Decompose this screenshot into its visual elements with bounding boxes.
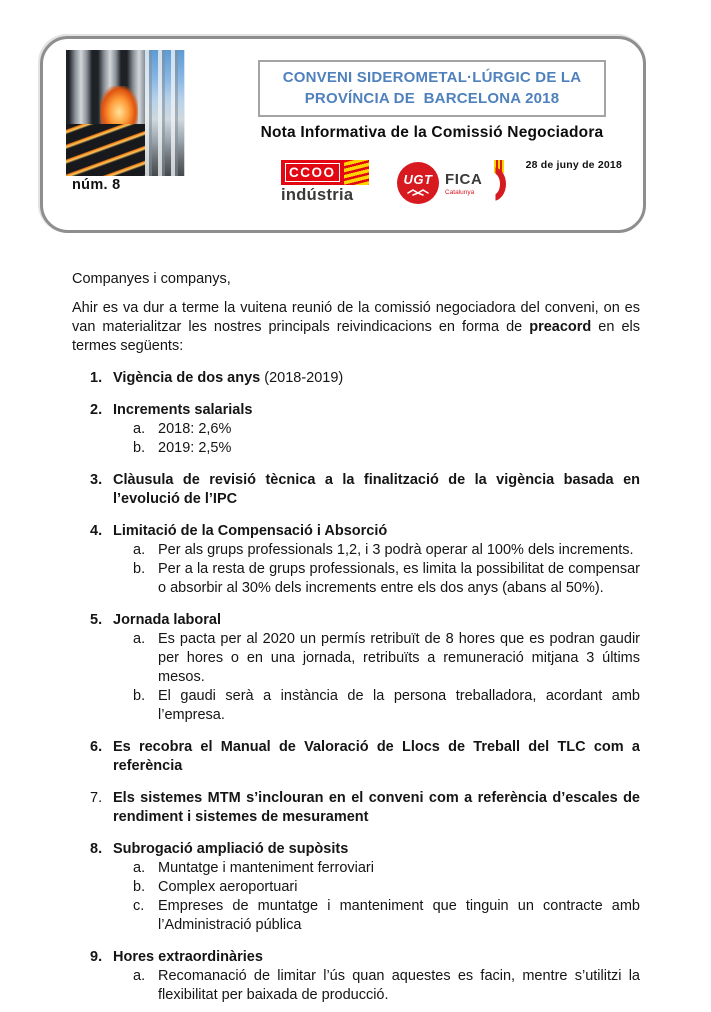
industry-photo	[66, 50, 185, 176]
fica-label-group	[445, 171, 482, 196]
sub-item: b. El gaudi serà a instància de la persona treballadora, acordant amb l’empresa.	[133, 688, 640, 723]
ccoo-logo-row	[281, 160, 371, 185]
sub-item: b. 2019: 2,5%	[133, 440, 232, 456]
sub-item: b. Per a la resta de grups professionals, es limita la possibilitat de compensar o absorbir al 30% dels increments entre els dos anys (abans al 50%).	[133, 561, 640, 596]
list-item-6: 6. Es recobra el Manual de Valoració de Llocs de Treball del TLC com a referència	[90, 739, 640, 774]
sub-item: a. Per als grups professionals 1,2, i 3 podrà operar al 100% dels increments.	[133, 542, 634, 558]
ccoo-industria-logo	[281, 160, 371, 205]
sub-item: b. Complex aeroportuari	[133, 879, 298, 895]
catalunya-label: Catalunya	[445, 188, 475, 196]
title-box	[258, 60, 606, 117]
list-item-7: 7. Els sistemes MTM s’inclouran en el conveni com a referència d’escales de rendiment i sistemes de mesurament	[90, 790, 640, 825]
ugt-acronym: UGT	[403, 171, 433, 187]
list-item-4: 4. Limitació de la Compensació i Absorció a. Per als grups professionals 1,2, i 3 podrà operar al 100% dels increments. b. Per a la resta de grups professionals, es limita la possibilitat de compensar o absorbir al 30% dels increments entre els dos anys (abans al 50%).	[90, 523, 640, 596]
ugt-fica-logo	[397, 160, 507, 206]
list-item-9: 9. Hores extraordinàries a. Recomanació de limitar l’ús quan aquestes es facin, mentre s’utilitzi la flexibilitat per baixada de producció.	[90, 949, 640, 1003]
sub-item: c. Empreses de muntatge i manteniment que tinguin un contracte amb l’Administració pública	[133, 898, 640, 933]
greeting: Companyes i companys,	[72, 271, 231, 287]
intro-paragraph: Ahir es va dur a terme la vuitena reunió de la comissió negociadora del conveni, on es van materialitzar les nostres principals reivindicacions en forma de preacord en els termes següents:	[72, 300, 640, 354]
date: 28 de juny de 2018	[525, 159, 622, 171]
list-item-3: 3. Clàusula de revisió tècnica a la finalització de la vigència basada en l’evolució de l’IPC	[90, 472, 640, 507]
rolling-mill-image	[66, 124, 145, 176]
title-line-2: PROVÍNCIA DE BARCELONA 2018	[304, 90, 560, 107]
sub-item: a. Es pacta per al 2020 un permís retribuït de 8 hores que es podran gaudir per hores o en una jornada, retribuïts a remuneració mitjana 3 últims mesos.	[133, 631, 640, 685]
ugt-emblem-icon	[397, 162, 439, 204]
fica-label: FICA	[445, 170, 483, 188]
union-logos	[281, 160, 507, 206]
senyera-arc-icon	[489, 160, 507, 206]
refinery-towers-image	[145, 50, 185, 176]
agreement-list	[72, 369, 640, 1005]
list-item-8: 8. Subrogació ampliació de supòsits a. Muntatge i manteniment ferroviari b. Complex aeroportuari c. Empreses de muntatge i manteniment que tinguin un contracte amb l’Administració pública	[90, 841, 640, 933]
sub-item: a. Muntatge i manteniment ferroviari	[133, 860, 374, 876]
handshake-icon	[406, 188, 430, 197]
sub-item: a. Recomanació de limitar l’ús quan aquestes es facin, mentre s’utilitzi la flexibilitat per baixada de producció.	[133, 968, 640, 1003]
ccoo-industria-label: indústria	[281, 186, 354, 204]
title-line-1: CONVENI SIDEROMETAL·LÚRGIC DE LA	[282, 69, 582, 86]
senyera-flag-icon	[344, 160, 369, 185]
list-item-5: 5. Jornada laboral a. Es pacta per al 2020 un permís retribuït de 8 hores que es podran gaudir per hores o en una jornada, retribuïts a remuneració mitjana 3 últims mesos. b. El gaudi serà a instància de la persona treballadora, acordant amb l’empresa.	[90, 612, 640, 723]
subtitle: Nota Informativa de la Comissió Negociadora	[260, 124, 604, 141]
ccoo-wordmark	[281, 160, 344, 185]
list-item-1: 1. Vigència de dos anys (2018-2019)	[90, 370, 344, 386]
issue-number: núm. 8	[72, 177, 121, 193]
document-body	[72, 270, 640, 1005]
sub-item: a. 2018: 2,6%	[133, 421, 232, 437]
ccoo-acronym: CCOO	[285, 163, 340, 182]
preacord-emphasis: preacord	[529, 319, 592, 335]
newsletter-header-box	[40, 36, 646, 233]
list-item-2: 2. Increments salarials a. 2018: 2,6% b. 2019: 2,5%	[72, 401, 640, 458]
